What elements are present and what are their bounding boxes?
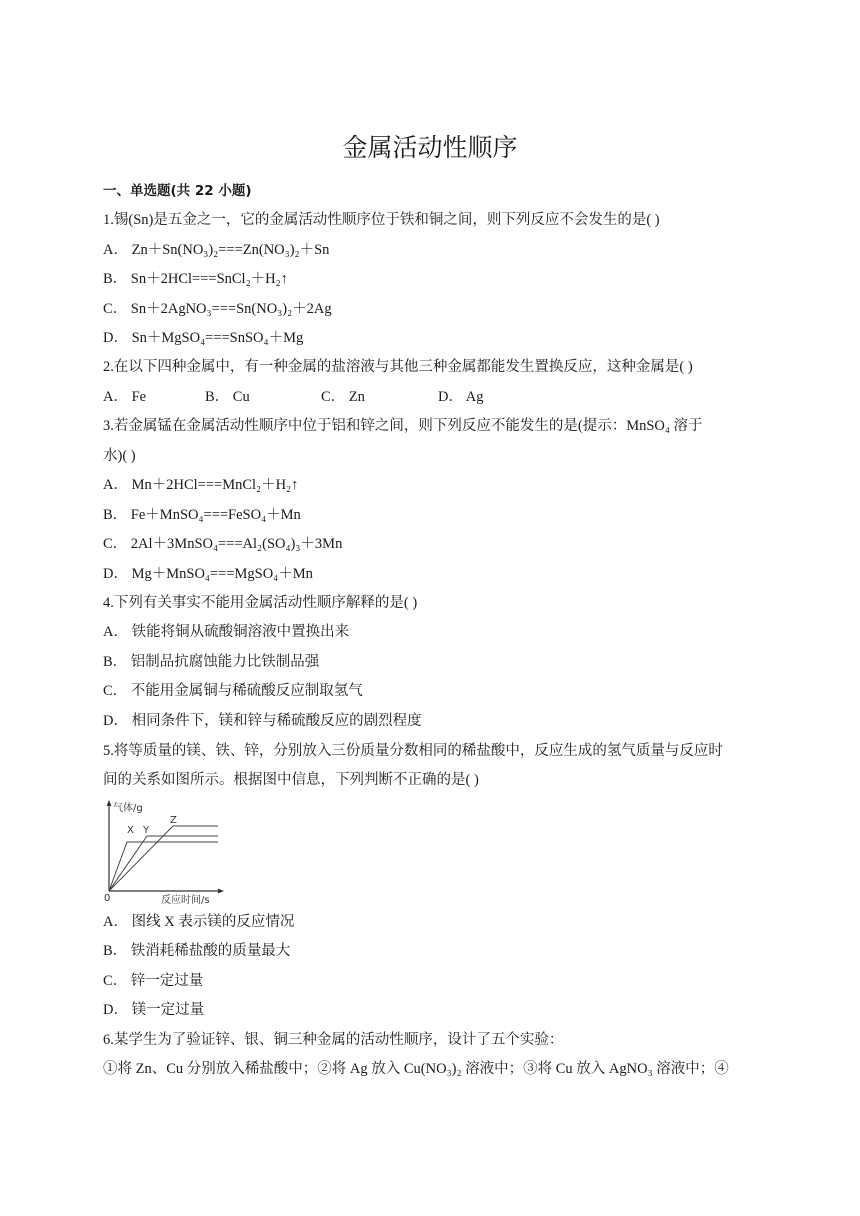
q5-option-b: B． 铁消耗稀盐酸的质量最大 [103,943,291,959]
q3-option-b: B． Fe＋MnSO₄===FeSO₄＋Mn [103,507,301,523]
q3-stem-line2: 水)( ) [103,448,136,464]
graph-y-arrow [107,800,112,806]
graph-label-x: X [127,825,134,836]
q2-option-a: A． Fe [103,389,147,405]
q3-option-a: A． Mn＋2HCl===MnCl₂＋H₂↑ [103,477,299,493]
q3-stem-line1: 3.若金属锰在金属活动性顺序中位于铝和锌之间，则下列反应不能发生的是(提示：MnSO₄ 溶于 [103,418,703,434]
q4-option-d: D． 相同条件下，镁和锌与稀硫酸反应的剧烈程度 [103,713,422,729]
q1-option-c: C． Sn＋2AgNO₃===Sn(NO₃)₂＋2Ag [103,301,332,317]
graph-line-y [109,836,218,891]
q2-option-b: B． Cu [205,389,250,405]
q4-stem: 4.下列有关事实不能用金属活动性顺序解释的是( ) [103,595,418,611]
page-title: 金属活动性顺序 [342,133,518,162]
q6-stem-line2: ①将 Zn、Cu 分别放入稀盐酸中；②将 Ag 放入 Cu(NO₃)₂ 溶液中；③将 Cu 放入 AgNO₃ 溶液中；④ [103,1061,729,1077]
q5-option-c: C． 锌一定过量 [103,973,204,989]
q1-stem: 1.锡(Sn)是五金之一，它的金属活动性顺序位于铁和铜之间，则下列反应不会发生的是( ) [103,212,660,228]
q3-option-d: D． Mg＋MnSO₄===MgSO₄＋Mn [103,566,313,582]
q6-stem: 6.某学生为了验证锌、银、铜三种金属的活动性顺序，设计了五个实验： [103,1032,564,1048]
q5-reaction-graph [101,799,226,906]
graph-label-y: Y [143,825,150,836]
q1-option-d: D． Sn＋MgSO₄===SnSO₄＋Mg [103,330,304,346]
q1-option-a: A． Zn＋Sn(NO₃)₂===Zn(NO₃)₂＋Sn [103,242,330,258]
q5-option-d: D． 镁一定过量 [103,1002,205,1018]
q3-option-c: C． 2Al＋3MnSO₄===Al₂(SO₄)₃＋3Mn [103,536,343,552]
graph-ylabel: 气体/g [113,803,143,814]
section-heading: 一、单选题(共 22 小题) [103,183,252,199]
q4-option-c: C． 不能用金属铜与稀硫酸反应制取氢气 [103,683,363,699]
graph-label-z: Z [170,815,177,826]
graph-xlabel: 反应时间/s [161,895,210,906]
q2-stem: 2.在以下四种金属中，有一种金属的盐溶液与其他三种金属都能发生置换反应，这种金属是( ) [103,359,693,375]
q5-option-a: A． 图线 X 表示镁的反应情况 [103,914,295,930]
q2-option-c: C． Zn [321,389,365,405]
graph-origin: 0 [104,893,111,904]
q4-option-a: A． 铁能将铜从硫酸铜溶液中置换出来 [103,624,350,640]
q1-option-b: B． Sn＋2HCl===SnCl₂＋H₂↑ [103,271,288,287]
q2-option-d: D． Ag [438,389,484,405]
graph-x-arrow [218,889,224,894]
q5-stem-line2: 间的关系如图所示。根据图中信息，下列判断不正确的是( ) [103,772,479,788]
q4-option-b: B． 铝制品抗腐蚀能力比铁制品强 [103,654,320,670]
q5-stem-line1: 5.将等质量的镁、铁、锌，分别放入三份质量分数相同的稀盐酸中，反应生成的氢气质量与反应时 [103,743,723,759]
